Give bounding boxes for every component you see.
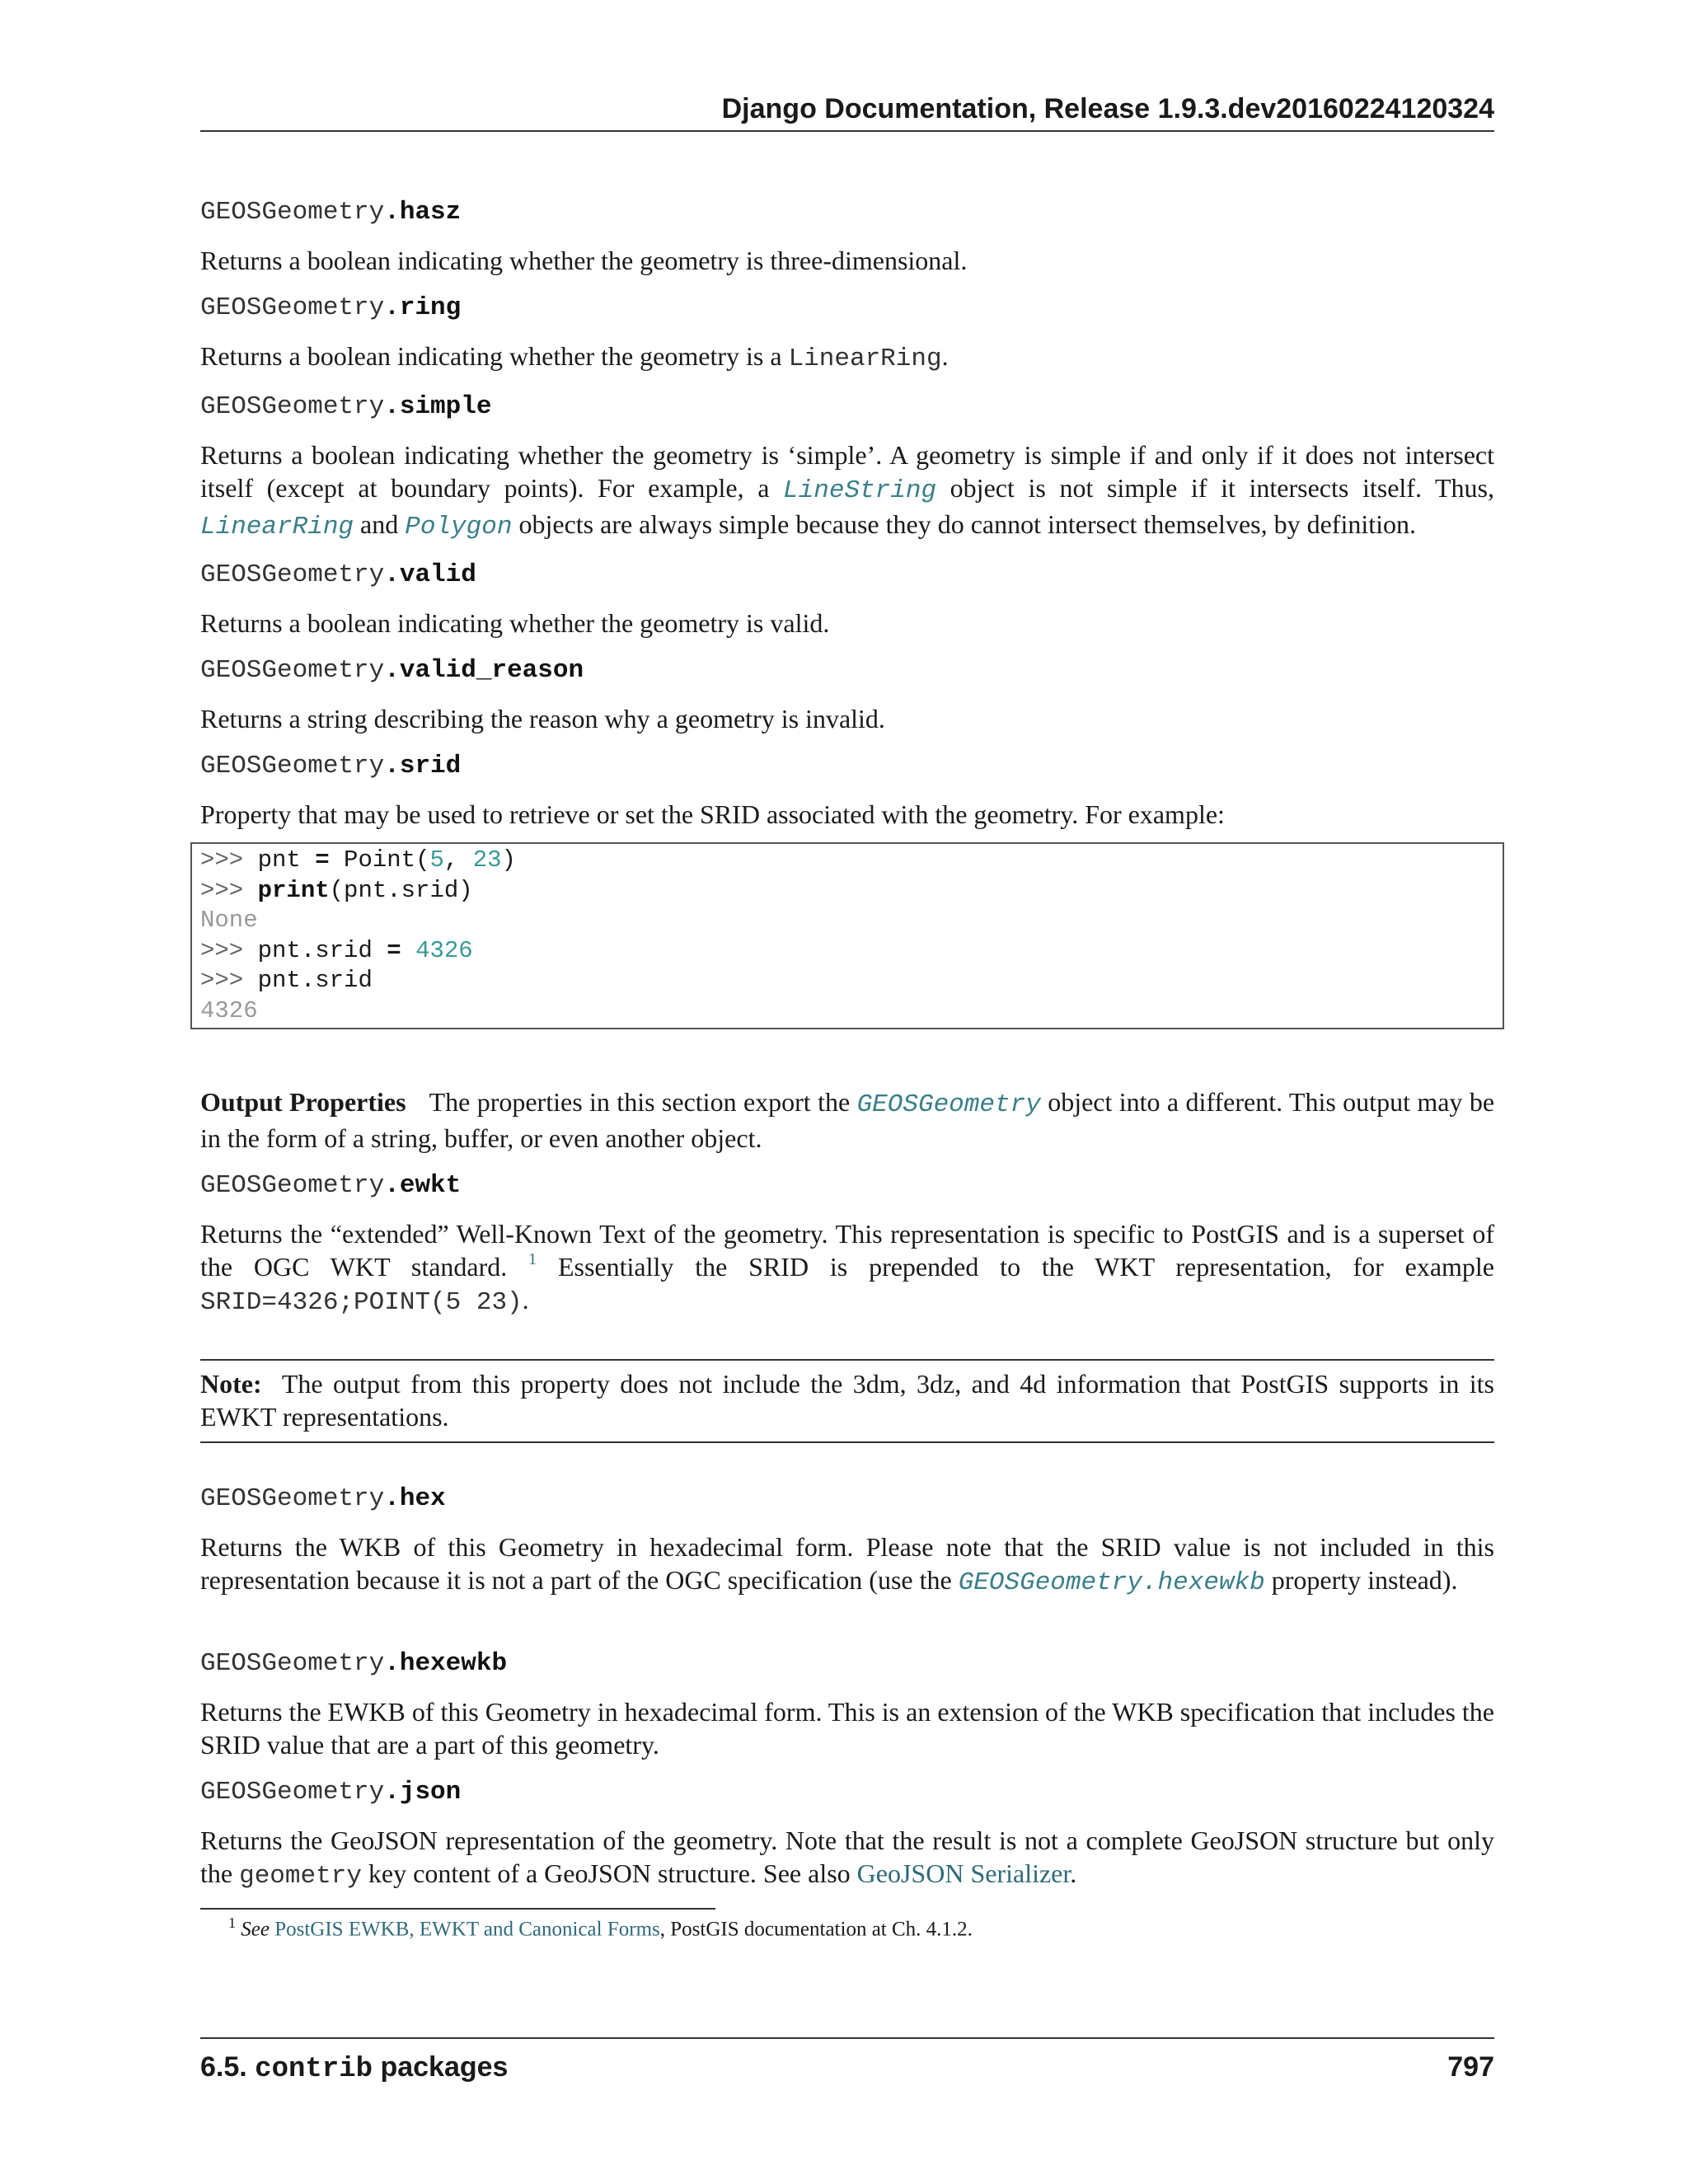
desc-text: key content of a GeoJSON structure. See also [361,1858,857,1888]
desc-text: Essentially the SRID is prepended to the WKT representation, for example [537,1252,1495,1282]
running-header: Django Documentation, Release 1.9.3.dev20160224120324 [200,89,1494,132]
inline-code: SRID=4326;POINT(5 23) [200,1288,523,1317]
desc-text: Returns a boolean indicating whether the geometry is a [200,341,789,371]
note-text [200,1367,1494,1433]
geojson-serializer-link[interactable]: GeoJSON Serializer [856,1858,1071,1888]
running-footer [200,2037,1494,2085]
code-operator: = [387,936,401,964]
signature-ring [200,292,1494,325]
code-prompt: >>> [200,967,258,994]
attr-name: .valid_reason [384,656,584,685]
section-title: packages [380,2051,509,2083]
desc-ring [200,340,1494,376]
code-number: 4326 [415,936,473,964]
desc-hasz: Returns a boolean indicating whether the geometry is three-dimensional. [200,246,968,275]
desc-hexewkb: Returns the EWKB of this Geometry in hexadecimal form. This is an extension of the WKB specification that includes the SRID value that are a part of this geometry. [200,1697,1494,1760]
attr-name: .valid [384,560,476,589]
note-label: Note: [200,1369,262,1399]
note-box [200,1359,1494,1443]
inline-code: geometry [239,1862,362,1891]
signature-ewkt [200,1169,1494,1202]
class-name: GEOSGeometry [200,293,385,322]
code-token: pnt [257,846,316,874]
signature-simple [200,391,1494,424]
footnote [200,1910,1494,1943]
class-name: GEOSGeometry [200,1484,385,1513]
desc-text: Returns the WKB of this Geometry in hexadecimal form. Please note that the SRID value is not included in this representation because it is not a part of the OGC specification (use the [200,1532,1494,1595]
signature-json [200,1776,1494,1809]
desc-valid: Returns a boolean indicating whether the geometry is valid. [200,608,830,638]
footnote-ref-link[interactable]: 1 [528,1250,537,1268]
desc-text: object is not simple if it intersects itself. Thus, [936,473,1495,503]
attr-name: .hex [384,1484,446,1513]
desc-simple [200,438,1494,544]
footnote-text: , PostGIS documentation at Ch. 4.1.2. [659,1918,973,1941]
code-block [190,842,1504,1029]
code-output: None [200,907,258,934]
section-heading: Output Properties [200,1087,406,1117]
attr-name: .json [384,1778,462,1807]
document-page [200,0,1494,2184]
note-body: The output from this property does not include the 3dm, 3dz, and 4d information that PostGIS supports in its EWKT representations. [200,1369,1495,1432]
section-number: 6.5. [200,2051,247,2083]
signature-valid [200,559,1494,592]
signature-valid-reason [200,654,1494,687]
page-content [200,196,1494,1943]
code-prompt: >>> [200,876,258,904]
attr-name: .ewkt [384,1171,462,1200]
footer-section [200,2042,508,2094]
code-number: 5 [429,846,444,874]
signature-srid [200,750,1494,783]
code-token: pnt.srid [257,967,373,994]
class-name: GEOSGeometry [200,560,385,589]
desc-text: The properties in this section export the [429,1087,857,1117]
signature-hex [200,1483,1494,1516]
attr-name: .srid [384,752,462,780]
attr-name: .ring [384,293,462,322]
inline-code: LinearRing [788,344,942,373]
code-token [401,937,415,964]
code-token: ) [501,846,516,874]
postgis-forms-link[interactable]: PostGIS EWKB, EWKT and Canonical Forms [274,1918,660,1941]
desc-text: . [1070,1858,1077,1888]
xref-hexewkb-link[interactable]: GEOSGeometry.hexewkb [958,1568,1265,1597]
page-number: 797 [1447,2051,1494,2083]
class-name: GEOSGeometry [200,752,385,780]
desc-text: Returns the “extended” Well-Known Text of the geometry. This representation is specific to PostGIS and is a superset of the OGC WKT standard. [200,1219,1494,1282]
desc-text: . [522,1285,529,1315]
class-name: GEOSGeometry [200,198,385,227]
desc-text: Returns a boolean indicating whether the geometry is ‘simple’. A geometry is simple if and only if it does not intersect itself (except at boundary points). For example, a [200,440,1494,503]
desc-json [200,1824,1494,1893]
class-name: GEOSGeometry [200,1778,385,1807]
attr-name: .simple [384,392,492,421]
desc-hex [200,1530,1494,1600]
desc-ewkt [200,1217,1494,1319]
signature-hasz [200,196,1494,229]
desc-text: property instead). [1264,1565,1458,1595]
code-prompt: >>> [200,936,258,964]
footnote-number: 1 [228,1915,236,1931]
desc-text: object into a different. This output may be in the form of a string, buffer, or even another object. [200,1087,1495,1153]
desc-text: and [354,509,406,539]
xref-linearring-link[interactable]: LinearRing [200,513,354,541]
output-properties-paragraph [200,1085,1494,1155]
code-token: , [443,846,473,874]
code-operator: = [315,846,330,874]
desc-text: Returns the GeoJSON representation of the geometry. Note that the result is not a complete GeoJSON structure but only the [200,1825,1494,1888]
section-mono: contrib [255,2054,373,2085]
signature-hexewkb [200,1647,1494,1680]
desc-srid: Property that may be used to retrieve or set the SRID associated with the geometry. For example: [200,799,1225,829]
desc-valid-reason: Returns a string describing the reason why a geometry is invalid. [200,704,885,733]
code-keyword: print [257,876,330,904]
xref-linestring-link[interactable]: LineString [783,476,937,505]
code-number: 23 [472,846,502,874]
desc-text: objects are always simple because they do cannot intersect themselves, by definition. [512,509,1417,539]
xref-polygon-link[interactable]: Polygon [405,513,513,541]
code-token: pnt.srid [257,936,387,964]
xref-geosgeometry-link[interactable]: GEOSGeometry [856,1090,1041,1119]
class-name: GEOSGeometry [200,1649,385,1678]
class-name: GEOSGeometry [200,392,385,421]
footnote-see: See [241,1918,270,1941]
desc-text: . [941,341,949,371]
attr-name: .hexewkb [384,1649,508,1678]
code-token: (pnt.srid) [329,876,473,904]
class-name: GEOSGeometry [200,1171,385,1200]
code-token: Point( [329,846,430,874]
attr-name: .hasz [384,198,462,227]
code-output: 4326 [200,996,258,1024]
code-prompt: >>> [200,846,258,874]
class-name: GEOSGeometry [200,656,385,685]
